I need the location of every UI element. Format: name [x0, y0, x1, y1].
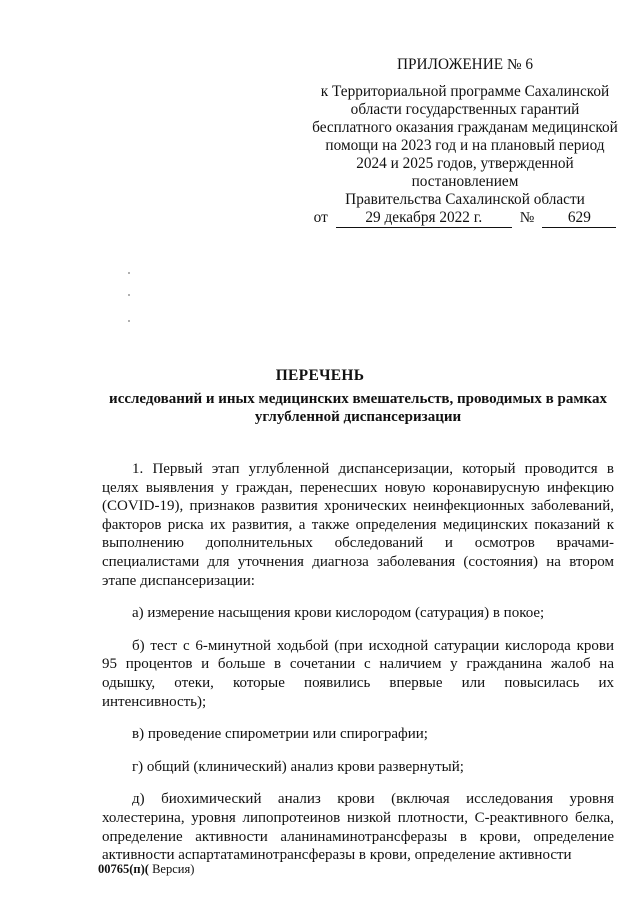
- scan-speck: [128, 294, 130, 296]
- appendix-line: к Территориальной программе Сахалинской: [320, 83, 610, 100]
- document-code: 00765(п)(: [98, 862, 149, 876]
- number-label: №: [519, 209, 535, 226]
- appendix-line: бесплатного оказания гражданам медицинской: [312, 119, 618, 136]
- resolution-number: 629: [542, 209, 616, 228]
- resolution-date: 29 декабря 2022 г.: [336, 209, 512, 228]
- scan-speck: [128, 320, 130, 322]
- appendix-block: [300, 56, 630, 228]
- list-item: б) тест с 6-минутной ходьбой (при исходной сатурации кислорода крови 95 процентов и больше в сочетании с наличием у гражданина жалоб на одышку, отеки, которые появились впервые или повысилась их интенсивность);: [102, 637, 614, 710]
- document-subtitle: исследований и иных медицинских вмешательств, проводимых в рамках углубленной диспансеризации: [109, 391, 607, 425]
- resolution-reference: [300, 209, 630, 228]
- version-label: Версия): [148, 862, 195, 876]
- list-item: г) общий (клинический) анализ крови развернутый;: [132, 758, 464, 775]
- list-item: в) проведение спирометрии или спирографии;: [132, 726, 428, 743]
- from-label: от: [313, 209, 328, 226]
- appendix-line: 2024 и 2025 годов, утвержденной: [356, 155, 574, 172]
- appendix-line: помощи на 2023 год и на плановый период: [325, 137, 605, 154]
- appendix-line: области государственных гарантий: [350, 101, 580, 118]
- list-item: а) измерение насыщения крови кислородом (сатурация) в покое;: [132, 605, 545, 622]
- document-body: [102, 460, 614, 879]
- paragraph: 1. Первый этап углубленной диспансеризации, который проводится в целях выявления у граждан, перенесших новую коронавирусную инфекцию (COVID-19), признаков развития хронических неинфекционных заболеваний, факторов риска их развития, а также определения медицинских показаний к выполнению дополнительных обследований и осмотров врачами-специалистами для уточнения диагноза заболевания (состояния) на втором этапе диспансеризации:: [102, 461, 614, 589]
- scan-speck: [128, 272, 130, 274]
- appendix-line: постановлением: [411, 173, 519, 190]
- document-footer: [98, 862, 194, 877]
- document-title: ПЕРЕЧЕНЬ: [275, 367, 365, 384]
- appendix-heading: ПРИЛОЖЕНИЕ № 6: [396, 56, 534, 73]
- appendix-line: Правительства Сахалинской области: [345, 191, 585, 208]
- list-item: д) биохимический анализ крови (включая исследования уровня холестерина, уровня липопротеинов низкой плотности, С-реактивного белка, определение активности аланинаминотрансферазы в крови, определение активности аспартатаминотрансферазы в крови, определение активности: [102, 791, 614, 864]
